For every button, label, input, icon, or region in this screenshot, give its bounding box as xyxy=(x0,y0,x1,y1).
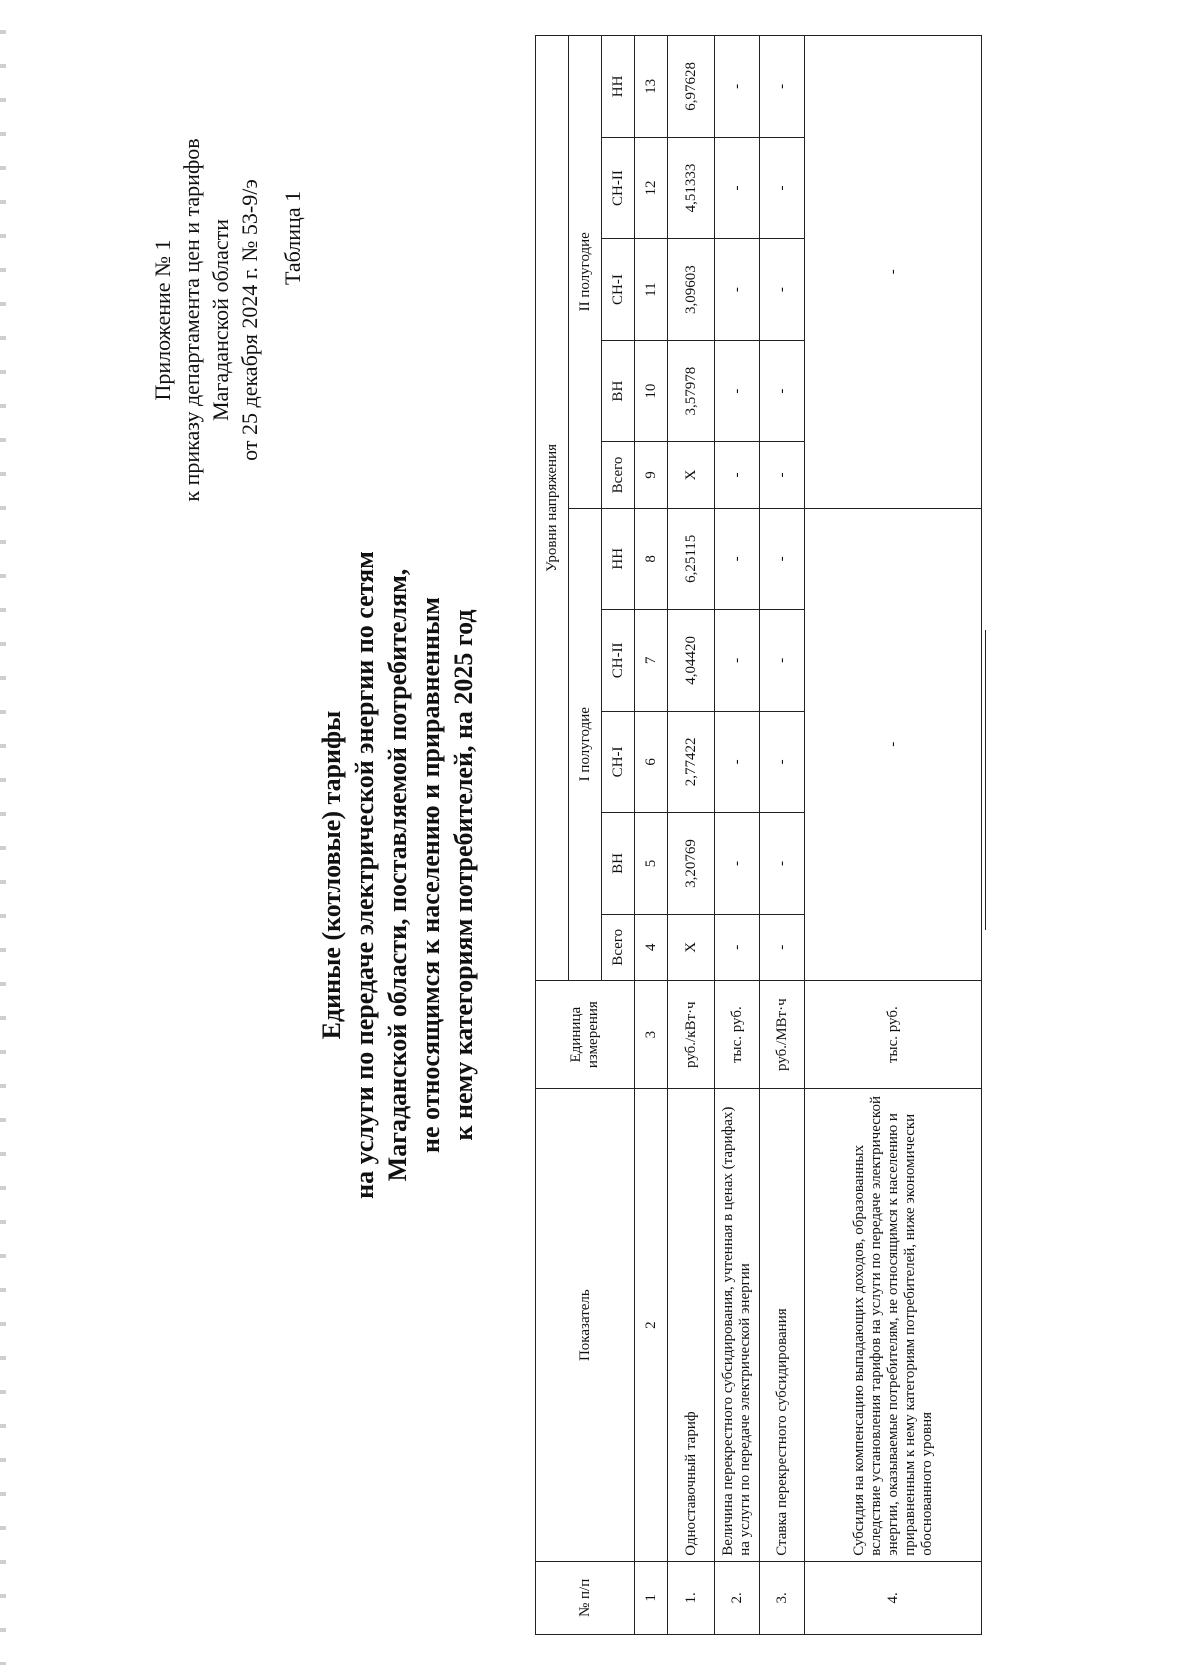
row-number: 2. xyxy=(715,1561,760,1634)
value-cell: 3,09603 xyxy=(668,239,715,341)
column-number: 4 xyxy=(635,914,668,980)
header-row-levels xyxy=(536,36,569,1635)
value-cell: - xyxy=(760,137,805,239)
row-unit: руб./кВт·ч xyxy=(668,980,715,1089)
value-cell: - xyxy=(760,36,805,138)
header-indicator: Показатель xyxy=(536,1089,635,1561)
value-cell: - xyxy=(760,711,805,813)
title-line-2: на услуги по передаче электрической энергии по сетям xyxy=(350,551,379,1199)
value-cell: - xyxy=(715,442,760,508)
column-number: 12 xyxy=(635,137,668,239)
subheader-cell: СН-I xyxy=(602,239,635,341)
value-cell: X xyxy=(668,442,715,508)
subheader-cell: ВН xyxy=(602,813,635,915)
column-number: 10 xyxy=(635,340,668,442)
title-line-3: Магаданской области, поставляемой потребителям, xyxy=(383,568,412,1182)
row-number: 4. xyxy=(805,1561,982,1634)
header-half-1: I полугодие xyxy=(569,508,602,980)
column-number: 9 xyxy=(635,442,668,508)
table-number: Таблица 1 xyxy=(280,190,305,285)
title-line-1: Единые (котловые) тарифы xyxy=(317,710,346,1040)
subheader-cell: СН-I xyxy=(602,711,635,813)
subheader-cell: Всего xyxy=(602,442,635,508)
row-number: 3. xyxy=(760,1561,805,1634)
closing-line xyxy=(985,630,986,930)
header-half-2: II полугодие xyxy=(569,36,602,509)
value-cell: - xyxy=(760,914,805,980)
value-cell: 3,20769 xyxy=(668,813,715,915)
header-voltage-levels: Уровни напряжения xyxy=(536,36,569,981)
value-cell: 4,04420 xyxy=(668,610,715,712)
row-indicator: Одноставочный тариф xyxy=(668,1089,715,1561)
value-cell: - xyxy=(760,813,805,915)
column-number: 6 xyxy=(635,711,668,813)
appendix-line-4: от 25 декабря 2024 г. № 53-9/э xyxy=(237,179,262,461)
value-cell: X xyxy=(668,914,715,980)
column-number: 2 xyxy=(635,1089,668,1561)
subheader-cell: НН xyxy=(602,508,635,610)
header-unit: Единица измерения xyxy=(536,980,635,1089)
value-cell: - xyxy=(715,36,760,138)
value-cell-half-2: - xyxy=(805,36,982,509)
value-cell: 4,51333 xyxy=(668,137,715,239)
appendix-line-3: Магаданской области xyxy=(208,219,233,421)
value-cell: - xyxy=(715,137,760,239)
value-cell: - xyxy=(715,340,760,442)
subheader-cell: ВН xyxy=(602,340,635,442)
document-title xyxy=(315,415,480,1335)
column-number: 5 xyxy=(635,813,668,915)
table-row xyxy=(715,36,760,1635)
column-number: 7 xyxy=(635,610,668,712)
column-number: 13 xyxy=(635,36,668,138)
title-line-5: к нему категориям потребителей, на 2025 год xyxy=(449,609,478,1141)
subheader-cell: СН-II xyxy=(602,137,635,239)
header-num: № п/п xyxy=(536,1561,635,1634)
column-number: 3 xyxy=(635,980,668,1089)
row-indicator: Ставка перекрестного субсидирования xyxy=(760,1089,805,1561)
subheader-cell: СН-II xyxy=(602,610,635,712)
appendix-header xyxy=(148,110,264,530)
appendix-line-2: к приказу департамента цен и тарифов xyxy=(179,138,204,502)
value-cell: - xyxy=(715,711,760,813)
subheader-cell: Всего xyxy=(602,914,635,980)
value-cell: - xyxy=(715,239,760,341)
appendix-line-1: Приложение № 1 xyxy=(150,239,175,401)
value-cell: 3,57978 xyxy=(668,340,715,442)
table-row xyxy=(668,36,715,1635)
row-unit: руб./МВт·ч xyxy=(760,980,805,1089)
value-cell: - xyxy=(715,508,760,610)
row-indicator: Величина перекрестного субсидирования, учтенная в ценах (тарифах) на услуги по передаче электрической энергии xyxy=(715,1089,760,1561)
value-cell: - xyxy=(760,442,805,508)
column-number: 1 xyxy=(635,1561,668,1634)
value-cell: - xyxy=(715,813,760,915)
value-cell: - xyxy=(760,340,805,442)
value-cell: 6,25115 xyxy=(668,508,715,610)
row-indicator: Субсидия на компенсацию выпадающих доходов, образованных вследствие установления тарифов на услуги по передаче электрической энергии, оказываемые потребителям, не относящимся к населению и приравненным к нему категориям потребителей, ниже экономически обоснованного уровня xyxy=(805,1089,982,1561)
title-line-4: не относящимся к населению и приравненным xyxy=(416,597,445,1153)
value-cell: - xyxy=(760,508,805,610)
value-cell: 2,77422 xyxy=(668,711,715,813)
row-unit: тыс. руб. xyxy=(715,980,760,1089)
table-row xyxy=(805,36,982,1635)
value-cell: - xyxy=(760,239,805,341)
column-number: 8 xyxy=(635,508,668,610)
value-cell: - xyxy=(715,914,760,980)
value-cell: - xyxy=(760,610,805,712)
table-row xyxy=(760,36,805,1635)
value-cell-half-1: - xyxy=(805,508,982,980)
tariffs-table xyxy=(535,35,982,1635)
row-number: 1. xyxy=(668,1561,715,1634)
value-cell: - xyxy=(715,610,760,712)
subheader-cell: НН xyxy=(602,36,635,138)
column-number: 11 xyxy=(635,239,668,341)
column-numbers-row xyxy=(635,36,668,1635)
value-cell: 6,97628 xyxy=(668,36,715,138)
row-unit: тыс. руб. xyxy=(805,980,982,1089)
